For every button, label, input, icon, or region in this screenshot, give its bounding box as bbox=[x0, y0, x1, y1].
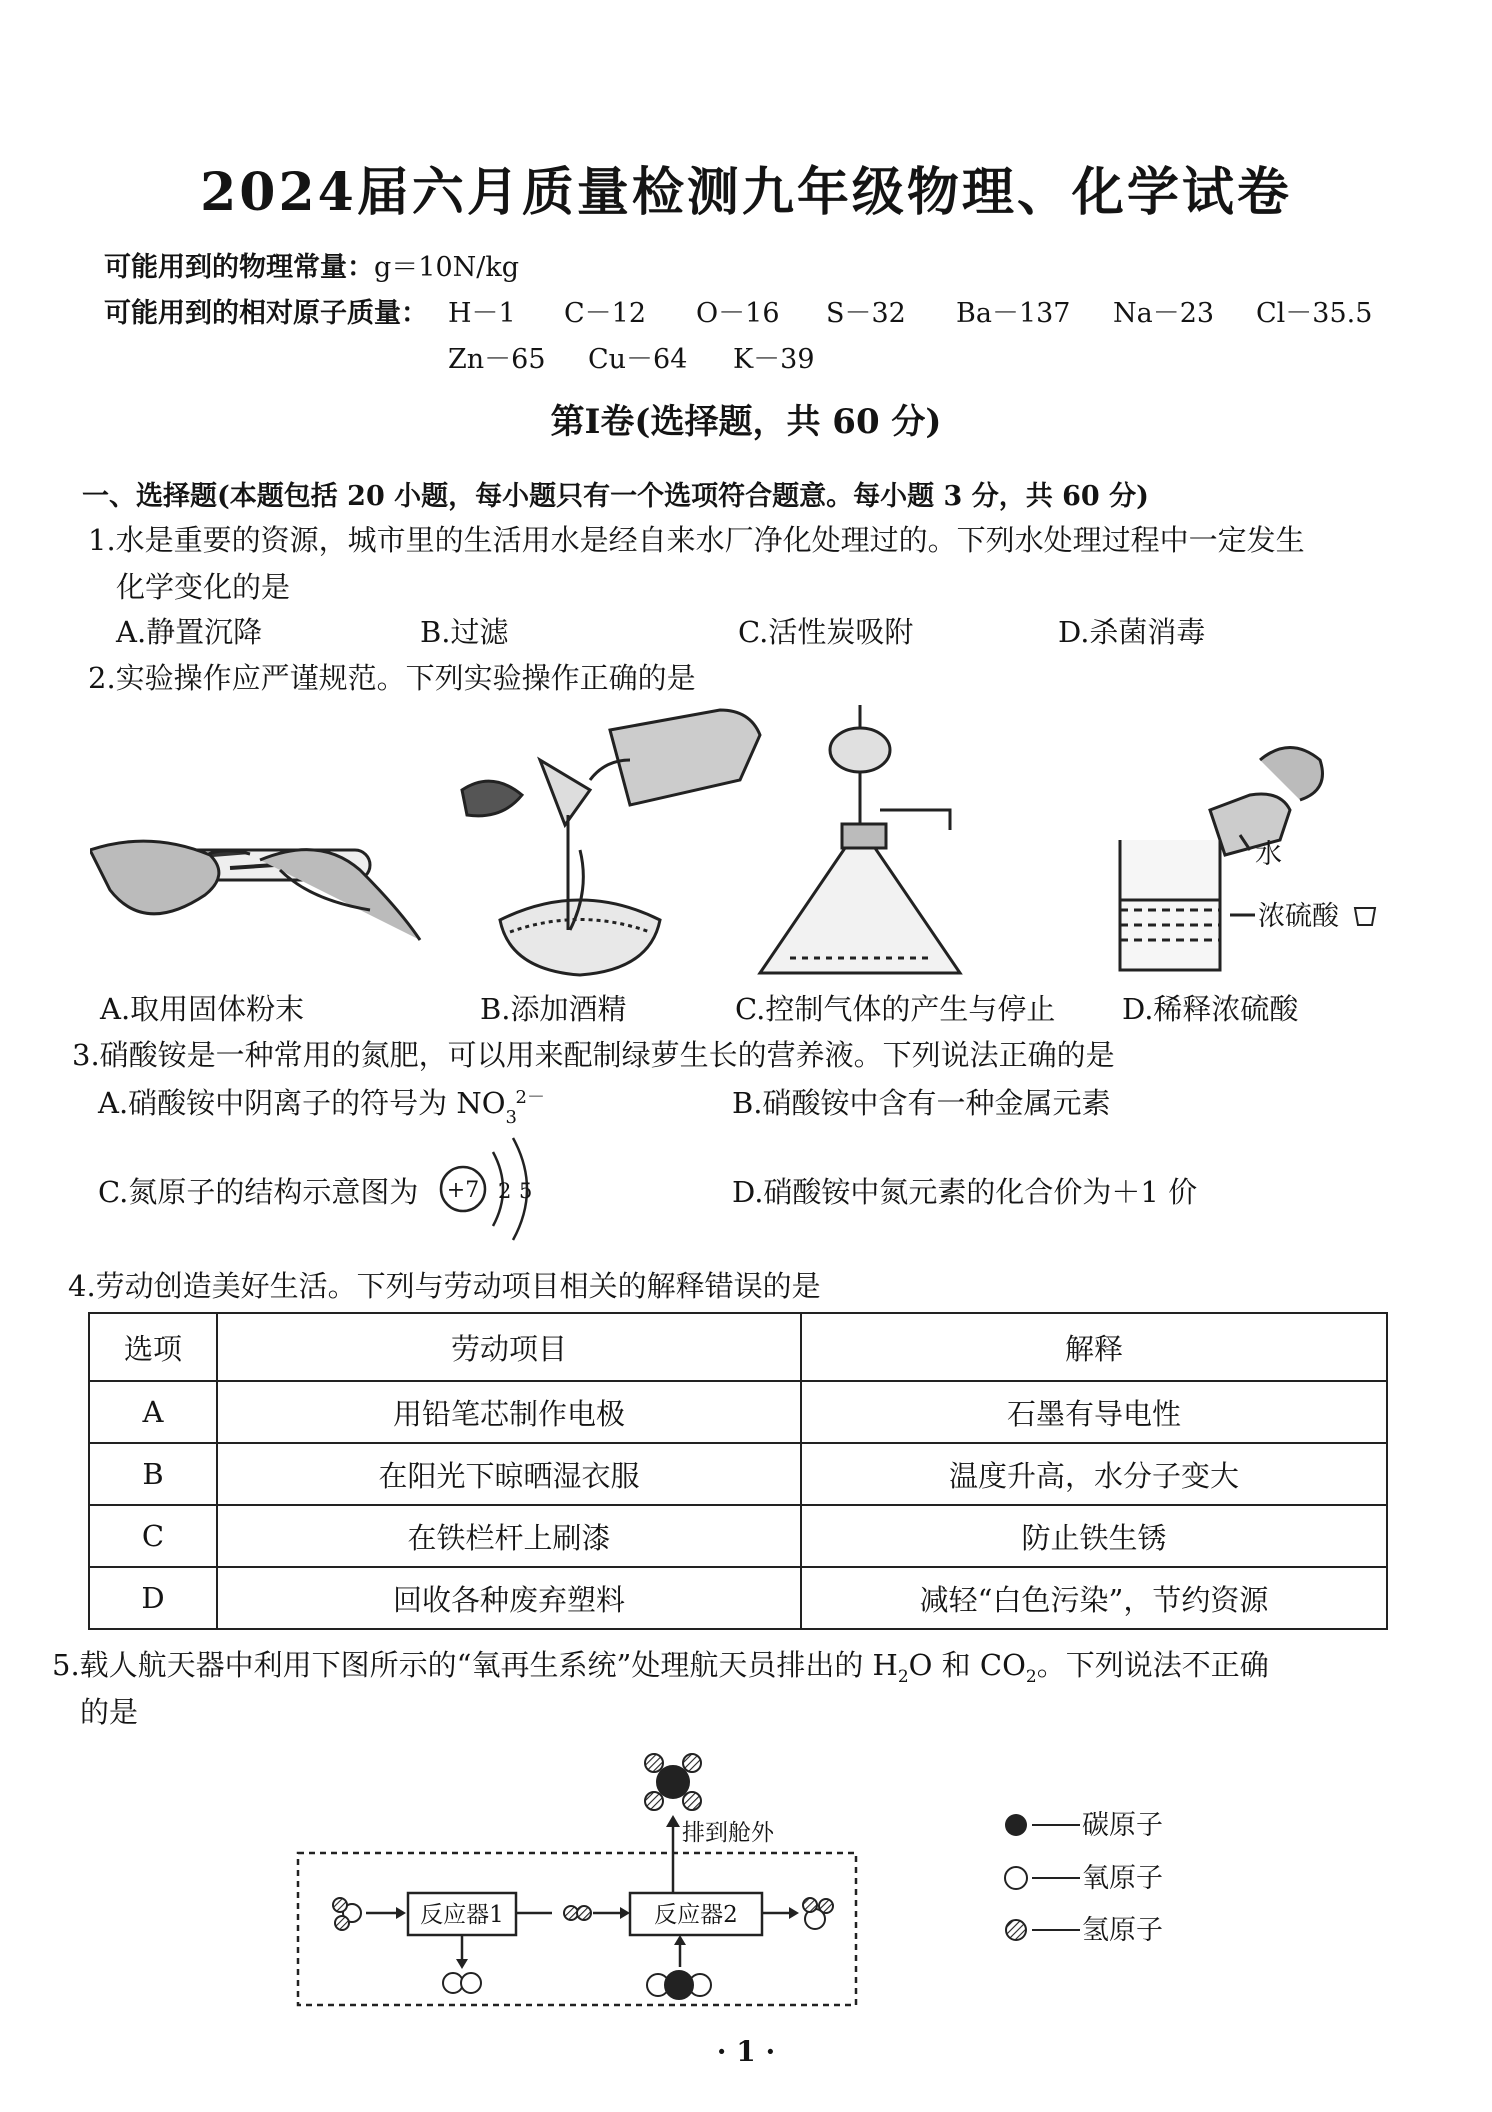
test-tube-powder-illustration bbox=[90, 841, 420, 940]
hydrogen-atom-icon bbox=[1006, 1920, 1026, 1940]
reactor-2-label: 反应器2 bbox=[654, 1902, 738, 1928]
physics-label: 可能用到的物理常量： bbox=[104, 252, 374, 283]
q2-option-a: A.取用固体粉末 bbox=[100, 992, 305, 1026]
q2-option-b: B.添加酒精 bbox=[480, 992, 627, 1026]
nucleus-charge: +7 bbox=[446, 1178, 480, 1203]
row-option: A bbox=[89, 1381, 217, 1443]
carbon-dioxide-molecule bbox=[647, 1971, 711, 1999]
header-option: 选项 bbox=[89, 1313, 217, 1381]
header-explanation: 解释 bbox=[801, 1313, 1387, 1381]
nitrate-subscript: 3 bbox=[505, 1107, 517, 1128]
row-labor-item: 在铁栏杆上刷漆 bbox=[217, 1505, 801, 1567]
label-concentrated-acid: 浓硫酸 bbox=[1258, 901, 1339, 932]
q1-option-d: D.杀菌消毒 bbox=[1058, 615, 1206, 649]
table-row bbox=[89, 1567, 1387, 1629]
q3-option-c: C.氮原子的结构示意图为 bbox=[98, 1175, 419, 1209]
q5-line1-text: 5.载人航天器中利用下图所示的“氧再生系统”处理航天员排出的 H bbox=[52, 1648, 898, 1682]
legend-carbon: 碳原子 bbox=[1082, 1810, 1163, 1841]
row-explanation: 石墨有导电性 bbox=[801, 1381, 1387, 1443]
water-molecule-input bbox=[333, 1898, 361, 1930]
row-labor-item: 用铅笔芯制作电极 bbox=[217, 1381, 801, 1443]
q5-co2-subscript: 2 bbox=[1025, 1666, 1037, 1687]
physics-constants bbox=[104, 245, 519, 284]
q2-stem: 2.实验操作应严谨规范。下列实验操作正确的是 bbox=[88, 661, 696, 695]
reactor-1-label: 反应器1 bbox=[420, 1902, 504, 1928]
legend bbox=[1005, 1810, 1163, 1946]
table-row bbox=[89, 1443, 1387, 1505]
shell-2-electrons: 5 bbox=[519, 1179, 533, 1203]
atomic-mass-s: S－32 bbox=[826, 298, 906, 329]
shell-1-electrons: 2 bbox=[498, 1179, 512, 1203]
part-title: 一、选择题(本题包括 20 小题，每小题只有一个选项符合题意。每小题 3 分，共 60 分) bbox=[82, 481, 1149, 512]
q5-h2o-subscript: 2 bbox=[897, 1666, 909, 1687]
atomic-mass-o: O－16 bbox=[696, 298, 780, 329]
q3-option-b: B.硝酸铵中含有一种金属元素 bbox=[732, 1086, 1111, 1120]
row-option: D bbox=[89, 1567, 217, 1629]
beaker-dilution-illustration bbox=[1120, 748, 1323, 971]
carbon-atom-icon bbox=[1005, 1814, 1027, 1836]
nitrate-superscript: 2－ bbox=[515, 1087, 545, 1108]
q5-stem-line2: 的是 bbox=[80, 1695, 139, 1729]
row-explanation: 防止铁生锈 bbox=[801, 1505, 1387, 1567]
legend-oxygen: 氧原子 bbox=[1082, 1863, 1163, 1894]
q3-stem: 3.硝酸铵是一种常用的氮肥，可以用来配制绿萝生长的营养液。下列说法正确的是 bbox=[72, 1038, 1115, 1072]
water-molecule-output bbox=[803, 1898, 833, 1929]
atomic-mass-label: 可能用到的相对原子质量： bbox=[104, 298, 428, 329]
hydrogen-molecule bbox=[564, 1906, 591, 1920]
q3-option-a bbox=[98, 1081, 545, 1128]
row-option: C bbox=[89, 1505, 217, 1567]
cup-icon bbox=[1355, 908, 1375, 925]
section-title: 第Ⅰ卷(选择题，共 60 分) bbox=[550, 402, 942, 442]
q5-line1-end: 。下列说法不正确 bbox=[1036, 1648, 1269, 1682]
oxygen-atom-icon bbox=[1005, 1867, 1027, 1889]
q5-line1-mid: O 和 CO bbox=[908, 1648, 1026, 1682]
q2-illustrations bbox=[90, 700, 1400, 990]
row-labor-item: 回收各种废弃塑料 bbox=[217, 1567, 801, 1629]
alcohol-lamp-illustration bbox=[462, 710, 760, 975]
q1-option-c: C.活性炭吸附 bbox=[738, 615, 914, 649]
q3-option-d: D.硝酸铵中氮元素的化合价为＋1 价 bbox=[732, 1175, 1198, 1209]
nitrate-script bbox=[505, 1087, 545, 1128]
q1-stem-line2: 化学变化的是 bbox=[116, 570, 291, 604]
label-water: 水 bbox=[1255, 839, 1282, 870]
atomic-mass-h: H－1 bbox=[448, 298, 516, 329]
system-boundary bbox=[298, 1853, 856, 2005]
atomic-mass-na: Na－23 bbox=[1113, 298, 1215, 329]
atomic-mass-zn: Zn－65 bbox=[448, 344, 546, 375]
atomic-mass-ba: Ba－137 bbox=[956, 298, 1071, 329]
q3-option-a-text: A.硝酸铵中阴离子的符号为 NO bbox=[98, 1086, 506, 1120]
table-header-row bbox=[89, 1313, 1387, 1381]
header-labor-item: 劳动项目 bbox=[217, 1313, 801, 1381]
q4-stem: 4.劳动创造美好生活。下列与劳动项目相关的解释错误的是 bbox=[68, 1269, 821, 1303]
table-row bbox=[89, 1381, 1387, 1443]
row-option: B bbox=[89, 1443, 217, 1505]
q1-option-a: A.静置沉降 bbox=[116, 615, 263, 649]
q4-table bbox=[88, 1312, 1388, 1630]
atomic-mass-cu: Cu－64 bbox=[588, 344, 688, 375]
exhaust-molecule bbox=[645, 1754, 701, 1810]
atomic-mass-k: K－39 bbox=[733, 344, 815, 375]
q2-option-d: D.稀释浓硫酸 bbox=[1122, 992, 1299, 1026]
oxygen-regeneration-diagram bbox=[290, 1745, 1290, 2015]
row-labor-item: 在阳光下晾晒湿衣服 bbox=[217, 1443, 801, 1505]
q2-option-c: C.控制气体的产生与停止 bbox=[735, 992, 1056, 1026]
row-explanation: 减轻“白色污染”，节约资源 bbox=[801, 1567, 1387, 1629]
atomic-mass-c: C－12 bbox=[564, 298, 647, 329]
table-row bbox=[89, 1505, 1387, 1567]
legend-hydrogen: 氢原子 bbox=[1082, 1915, 1163, 1946]
oxygen-molecule-output bbox=[443, 1973, 481, 1993]
q1-stem-line1: 1.水是重要的资源，城市里的生活用水是经自来水厂净化处理过的。下列水处理过程中一定发生 bbox=[88, 523, 1305, 557]
nitrogen-atom-diagram bbox=[435, 1130, 545, 1248]
physics-value: g＝10N/kg bbox=[374, 252, 520, 283]
q5-stem-line1 bbox=[52, 1643, 1269, 1687]
q1-option-b: B.过滤 bbox=[420, 615, 509, 649]
page-number: · 1 · bbox=[716, 2035, 776, 2068]
exhaust-label: 排到舱外 bbox=[682, 1820, 774, 1846]
page-title: 2024届六月质量检测九年级物理、化学试卷 bbox=[200, 162, 1292, 223]
atomic-mass-cl: Cl－35.5 bbox=[1256, 298, 1373, 329]
conical-flask-illustration bbox=[760, 705, 960, 973]
row-explanation: 温度升高，水分子变大 bbox=[801, 1443, 1387, 1505]
